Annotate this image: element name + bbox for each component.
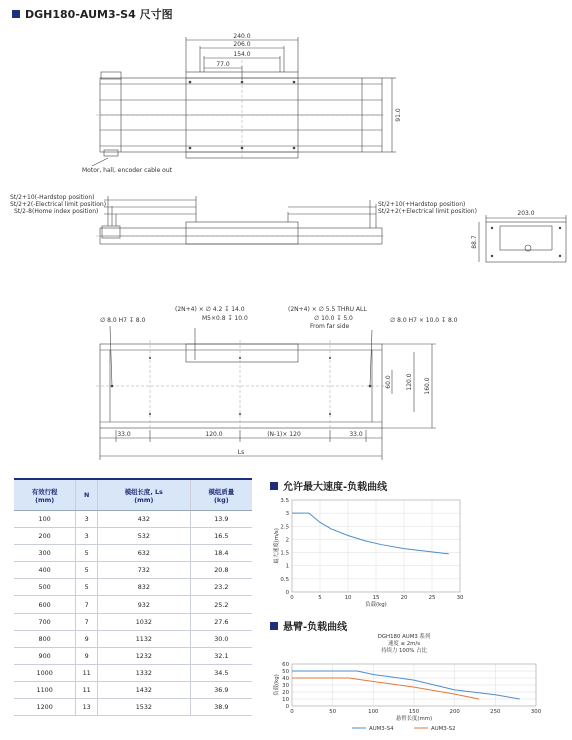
hole-right-note-2: ∅ 10.0 ↧ 5.0 — [314, 315, 353, 322]
x-tick-label: 150 — [408, 709, 420, 715]
legend-label: AUM3-S2 — [431, 726, 456, 732]
table-cell: 30.0 — [190, 630, 252, 647]
table-row — [14, 562, 252, 579]
label-elec-limit-minus: St/2+2(-Electrical limit position) — [10, 201, 107, 208]
table-cell: 7 — [76, 596, 98, 613]
label-home-index: St/2-8(Home index position) — [14, 208, 99, 215]
header-length: 模组长度, Ls (mm) — [97, 479, 190, 511]
x-tick-label: 20 — [400, 595, 408, 601]
x-tick-label: 15 — [372, 595, 380, 601]
table-row — [14, 545, 252, 562]
y-tick-label: 3 — [285, 511, 289, 518]
table-cell: 432 — [97, 511, 190, 528]
y-tick-label: 20 — [282, 690, 289, 696]
chart1-square-icon — [270, 482, 278, 490]
y-tick-label: 0 — [285, 704, 289, 710]
table-row — [14, 579, 252, 596]
hole-right-note-1: (2N+4) × ∅ 5.5 THRU ALL — [288, 306, 367, 313]
table-cell: 36.9 — [190, 681, 252, 698]
table-cell: 5 — [76, 545, 98, 562]
table-cell: 500 — [14, 579, 76, 596]
table-cell: 1232 — [97, 647, 190, 664]
x-tick-label: 250 — [490, 709, 501, 715]
table-cell: 5 — [76, 579, 98, 596]
table-cell: 11 — [76, 681, 98, 698]
chart1-title — [270, 478, 387, 493]
table-cell: 532 — [97, 528, 190, 545]
table-cell: 932 — [97, 596, 190, 613]
spec-table — [14, 478, 252, 716]
table-cell: 11 — [76, 664, 98, 681]
table-cell: 1532 — [97, 699, 190, 716]
table-cell: 900 — [14, 647, 76, 664]
chart2-title-text: 悬臂-负载曲线 — [283, 622, 348, 633]
dim-60: 60.0 — [385, 375, 392, 389]
header-stroke: 有效行程 (mm) — [14, 479, 76, 511]
speed-load-chart — [262, 494, 462, 612]
dim-203: 203.0 — [517, 210, 535, 217]
table-cell: 600 — [14, 596, 76, 613]
table-cell: 700 — [14, 613, 76, 630]
table-cell: 1032 — [97, 613, 190, 630]
y-axis-label: 负载(kg) — [274, 674, 280, 696]
table-cell: 1132 — [97, 630, 190, 647]
table-cell: 27.6 — [190, 613, 252, 630]
table-cell: 1432 — [97, 681, 190, 698]
y-tick-label: 60 — [282, 662, 289, 668]
y-tick-label: 50 — [282, 669, 289, 675]
table-cell: 34.5 — [190, 664, 252, 681]
dim-120-vertical: 120.0 — [406, 373, 413, 391]
table-cell: 18.4 — [190, 545, 252, 562]
chart2-title — [270, 618, 347, 633]
table-cell: 23.2 — [190, 579, 252, 596]
dim-33-right: 33.0 — [349, 431, 363, 438]
table-cell: 632 — [97, 545, 190, 562]
table-cell: 16.5 — [190, 528, 252, 545]
header-n: N — [76, 479, 98, 511]
y-tick-label: 0 — [285, 590, 289, 596]
table-row — [14, 664, 252, 681]
cable-note: Motor, hall, encoder cable out — [82, 167, 172, 174]
cantilever-load-chart — [262, 632, 562, 738]
x-tick-label: 10 — [344, 595, 352, 601]
legend-label: AUM3-S4 — [369, 726, 394, 732]
table-cell: 38.9 — [190, 699, 252, 716]
chart-subtitle: 持续力 100% 占比 — [381, 648, 427, 654]
table-cell: 200 — [14, 528, 76, 545]
table-row — [14, 613, 252, 630]
y-tick-label: 3.5 — [280, 498, 289, 504]
chart1-title-text: 允许最大速度-负载曲线 — [283, 482, 388, 493]
dim-154: 154.0 — [233, 51, 251, 58]
table-cell: 300 — [14, 545, 76, 562]
x-tick-label: 25 — [428, 595, 436, 601]
y-tick-label: 0.5 — [280, 576, 289, 583]
dim-91: 91.0 — [395, 108, 402, 122]
table-cell: 9 — [76, 647, 98, 664]
table-cell: 800 — [14, 630, 76, 647]
table-cell: 5 — [76, 562, 98, 579]
dim-206: 206.0 — [233, 41, 251, 48]
table-row — [14, 699, 252, 716]
x-tick-label: 300 — [530, 709, 542, 715]
table-cell: 1000 — [14, 664, 76, 681]
x-tick-label: 30 — [456, 595, 464, 601]
table-row — [14, 647, 252, 664]
table-cell: 1332 — [97, 664, 190, 681]
table-cell: 1200 — [14, 699, 76, 716]
chart2-square-icon — [270, 622, 278, 630]
x-tick-label: 0 — [290, 595, 294, 601]
dim-ls: Ls — [237, 449, 245, 456]
header-mass: 模组质量 (kg) — [190, 479, 252, 511]
x-axis-label: 负载(kg) — [365, 602, 387, 608]
table-cell: 732 — [97, 562, 190, 579]
dim-160: 160.0 — [424, 377, 431, 395]
label-hardstop-minus: St/2+10(-Hardstop position) — [10, 194, 95, 201]
table-cell: 20.8 — [190, 562, 252, 579]
y-axis-label: 最大速度(m/s) — [274, 528, 280, 564]
table-cell: 13.9 — [190, 511, 252, 528]
table-cell: 3 — [76, 528, 98, 545]
table-cell: 100 — [14, 511, 76, 528]
x-tick-label: 5 — [318, 595, 322, 601]
table-cell: 400 — [14, 562, 76, 579]
table-cell: 3 — [76, 511, 98, 528]
hole-mid-note-2: M5×0.8 ↧ 10.0 — [202, 315, 248, 322]
table-row — [14, 630, 252, 647]
y-tick-label: 2.5 — [280, 524, 289, 531]
hole-far-right-note: ∅ 8.0 H7 × 10.0 ↧ 8.0 — [390, 317, 458, 324]
dim-120-horizontal: 120.0 — [205, 431, 223, 438]
x-tick-label: 50 — [329, 709, 337, 715]
table-row — [14, 511, 252, 528]
y-tick-label: 40 — [282, 676, 289, 682]
hole-right-note-3: From far side — [310, 323, 350, 330]
dim-240: 240.0 — [233, 33, 251, 40]
y-tick-label: 1 — [285, 563, 289, 570]
series-line-0 — [292, 513, 449, 554]
table-row — [14, 596, 252, 613]
series-line-1 — [292, 678, 479, 699]
table-row — [14, 528, 252, 545]
table-row — [14, 681, 252, 698]
x-tick-label: 100 — [368, 709, 379, 715]
dim-77: 77.0 — [216, 61, 230, 68]
y-tick-label: 2 — [285, 537, 289, 544]
y-tick-label: 30 — [282, 683, 289, 689]
table-cell: 9 — [76, 630, 98, 647]
hole-mid-note-1: (2N+4) × ∅ 4.2 ↧ 14.0 — [175, 306, 245, 313]
dim-33-left: 33.0 — [117, 431, 131, 438]
x-tick-label: 200 — [449, 709, 460, 715]
table-cell: 7 — [76, 613, 98, 630]
chart-subtitle: 速度 ≤ 2m/s — [387, 641, 421, 647]
label-hardstop-plus: St/2+10(+Hardstop position) — [378, 201, 466, 208]
x-axis-label: 悬臂长度(mm) — [395, 716, 433, 722]
table-cell: 13 — [76, 699, 98, 716]
table-cell: 25.2 — [190, 596, 252, 613]
y-tick-label: 1.5 — [280, 550, 289, 557]
dim-n-120: (N-1)× 120 — [267, 431, 301, 438]
dim-88-7: 88.7 — [471, 235, 478, 249]
table-cell: 1100 — [14, 681, 76, 698]
chart-subtitle: DGH180 AUM3 系列 — [377, 634, 431, 640]
table-header-row — [14, 479, 252, 511]
title-text: DGH180-AUM3-S4 尺寸图 — [25, 8, 173, 21]
hole-left-note: ∅ 8.0 H7 ↧ 8.0 — [100, 317, 146, 324]
y-tick-label: 10 — [282, 697, 289, 703]
table-cell: 32.1 — [190, 647, 252, 664]
x-tick-label: 0 — [290, 709, 294, 715]
table-cell: 832 — [97, 579, 190, 596]
label-elec-limit-plus: St/2+2(+Electrical limit position) — [378, 208, 477, 215]
